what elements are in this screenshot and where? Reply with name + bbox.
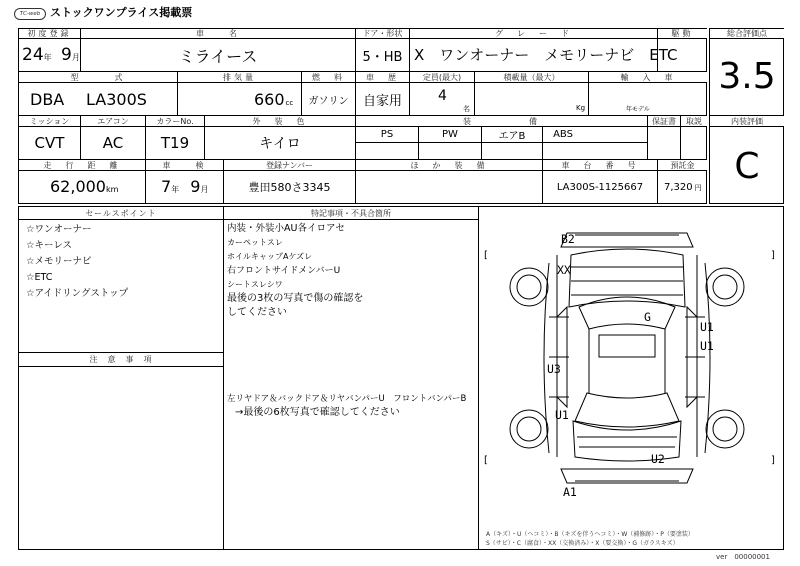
bracket-right-top: ] xyxy=(771,250,775,261)
label-interior-score: 内装評価 xyxy=(710,116,784,126)
list-item: ☆メモリーナビ xyxy=(26,256,92,267)
grade: X ワンオーナー メモリーナビ ETC xyxy=(414,46,678,64)
plate-number: 豊田580さ3345 xyxy=(248,181,331,194)
remark-line: シートスレシワ xyxy=(227,280,283,289)
color-no: T19 xyxy=(160,134,190,152)
label-displacement: 排気量 xyxy=(178,72,301,82)
label-equipment: 装 備 xyxy=(356,116,647,126)
equipment-2: PW xyxy=(442,129,458,140)
model-type: LA300S xyxy=(86,90,147,109)
list-item: ☆キーレス xyxy=(26,240,73,251)
bracket-left-top: [ xyxy=(484,250,488,261)
label-load: 積載量（最大） xyxy=(475,72,588,82)
import-unit: 年モデル xyxy=(626,106,650,113)
label-door: ドア・形状 xyxy=(356,29,409,38)
remark-line: してください xyxy=(227,307,287,318)
label-import: 輸 入 車 xyxy=(589,72,707,82)
label-first-reg: 初度登録 xyxy=(19,29,80,38)
remarks-title: 特記事項・不具合箇所 xyxy=(224,207,478,219)
label-grade: グ レ ー ド xyxy=(410,29,657,38)
door-shape: 5・HB xyxy=(362,49,403,65)
label-other-equipment: ほ か 装 備 xyxy=(356,160,542,170)
list-item: ☆ワンオーナー xyxy=(26,224,92,235)
tc-web-logo: TC-web xyxy=(14,8,46,20)
damage-legend xyxy=(486,530,694,548)
equipment-1: PS xyxy=(380,129,394,140)
sales-points-title: セールスポイント xyxy=(19,207,223,219)
label-fuel: 燃 料 xyxy=(302,72,355,82)
remark-line: 左リヤドア＆バックドア＆リヤバンパーU フロントバンパーB xyxy=(227,394,467,404)
mark-u1-a: U1 xyxy=(700,320,714,334)
car-damage-diagram xyxy=(479,207,783,527)
label-mileage: 走 行 距 離 xyxy=(19,160,145,170)
label-drive: 駆動 xyxy=(658,29,707,38)
label-model-name: 車 名 xyxy=(81,29,355,38)
mark-xx: XX xyxy=(557,263,571,277)
bracket-left-bottom: [ xyxy=(484,455,488,466)
displacement: 660cc xyxy=(254,90,294,109)
type-prefix: DBA xyxy=(30,90,65,109)
mark-u2: U2 xyxy=(651,452,665,466)
list-item: ☆アイドリングストップ xyxy=(26,288,129,299)
bracket-right-bottom: ] xyxy=(771,455,775,466)
label-chassis: 車 台 番 号 xyxy=(543,160,657,170)
label-warranty: 保証書 xyxy=(648,116,680,126)
capacity: 4 xyxy=(438,88,447,104)
inspection: 7年 9月 xyxy=(161,177,209,196)
remarks-lines xyxy=(227,222,363,320)
wheel-rear-left xyxy=(510,410,548,448)
wheel-rear-right xyxy=(706,410,744,448)
wheel-front-left xyxy=(510,268,548,306)
deposit: 7,320 円 xyxy=(664,182,702,193)
load-unit: Kg xyxy=(576,104,586,112)
aircon: AC xyxy=(102,134,124,152)
remark-line: ホイルキャップAケズレ xyxy=(227,252,313,261)
mark-b2: B2 xyxy=(561,232,575,246)
label-type: 型 式 xyxy=(19,72,177,82)
legend-line: S（サビ）・C（腐食）・XX（交換済み）・X（要交換）・G（ガラスキズ） xyxy=(486,540,679,547)
mission: CVT xyxy=(34,134,65,152)
label-color: 外 装 色 xyxy=(205,116,355,126)
mileage: 62,000km xyxy=(50,177,119,196)
exterior-color: キイロ xyxy=(259,136,301,152)
label-capacity: 定員(最大) xyxy=(410,72,474,82)
label-history: 車 歴 xyxy=(356,72,409,82)
remark-line: 最後の3枚の写真で傷の確認を xyxy=(227,293,364,304)
wheel-front-right xyxy=(706,268,744,306)
model-name: ミライース xyxy=(178,46,258,66)
label-inspection: 車 検 xyxy=(146,160,223,170)
score: 3.5 xyxy=(718,55,776,97)
mark-u1-c: U1 xyxy=(555,408,569,422)
equipment-4: ABS xyxy=(553,129,573,140)
page-title: ストックワンプライス掲載票 xyxy=(50,6,193,19)
remark-line: 右フロントサイドメンバーU xyxy=(227,266,341,276)
chassis-number: LA300S-1125667 xyxy=(556,181,644,193)
remark-line: 内装・外装小AU各イロアセ xyxy=(227,223,345,234)
mark-u3: U3 xyxy=(547,362,561,376)
remark-line: →最後の6枚写真で確認してください xyxy=(235,407,400,418)
equipment-3: エアB xyxy=(498,131,526,142)
version-label: ver 00000001 xyxy=(716,553,770,561)
remark-line: カーペットスレ xyxy=(227,238,283,247)
label-aircon: エアコン xyxy=(81,116,145,126)
mark-g: G xyxy=(644,310,651,324)
label-manual: 取説 xyxy=(681,116,707,126)
label-mission: ミッション xyxy=(19,116,80,126)
list-item: ☆ETC xyxy=(26,272,53,283)
capacity-unit: 名 xyxy=(463,105,470,113)
label-score: 総合評価点 xyxy=(710,29,784,38)
first-reg-value: 24年 9月 xyxy=(22,45,80,65)
mark-u1-b: U1 xyxy=(700,339,714,353)
mark-a1: A1 xyxy=(563,485,577,499)
label-plate: 登録ナンバー xyxy=(224,160,355,170)
fuel: ガソリン xyxy=(308,95,349,107)
history: 自家用 xyxy=(362,93,402,109)
label-deposit: 預託金 xyxy=(658,160,707,170)
sales-points-list xyxy=(26,222,128,302)
notes-title: 注 意 事 項 xyxy=(19,353,223,366)
legend-line: A（キズ）・U（ヘコミ）・B（キズを伴うヘコミ）・W（補修跡）・P（要塗装） xyxy=(486,531,694,538)
label-color-no: カラーNo. xyxy=(146,116,204,126)
remarks-lines-2 xyxy=(227,392,466,420)
interior-score: C xyxy=(734,145,760,187)
